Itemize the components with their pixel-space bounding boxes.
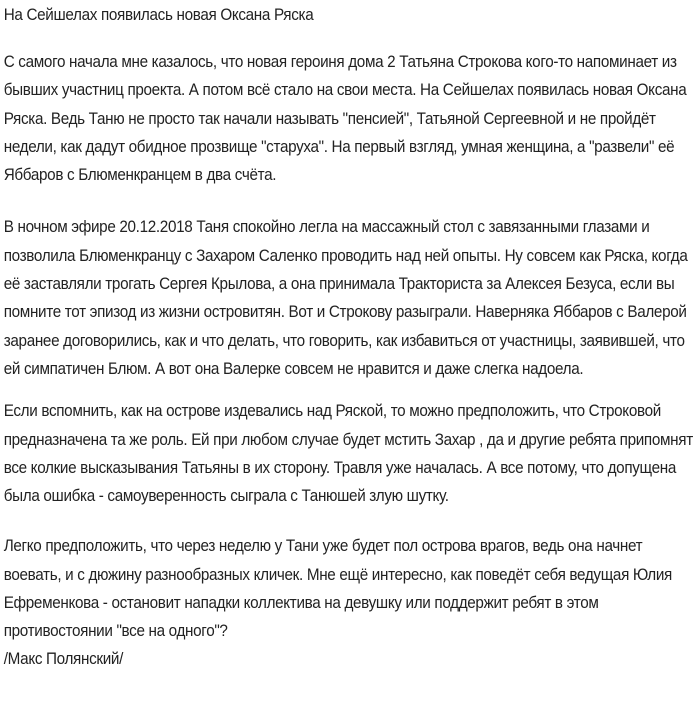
author-signature: /Макс Полянский/ (3, 649, 124, 668)
paragraph-2: В ночном эфире 20.12.2018 Таня спокойно легла на массажный стол с завязанными глазами и позволила Блюменкранцу с Захаром Саленко проводить над ней опыты. Ну совсем как Ряска, когда её заставляли трогать Сергея Крылова, а она принимала Тракториста за Алексея Безуса, если вы помните тот эпизод из жизни островитян. Вот и Строкову разыграли. Наверняка Яббаров с Валерой заранее договорились, как и что делать, что говорить, как избавиться от участницы, заявившей, что ей симпатичен Блюм. А вот она Валерке совсем не нравится и даже слегка надоела. (3, 218, 688, 378)
article-title: На Сейшелах появилась новая Оксана Ряска (3, 6, 314, 24)
paragraph-1: С самого начала мне казалось, что новая героиня дома 2 Татьяна Строкова кого-то напоминает из бывших участниц проекта. А потом всё стало на свои места. На Сейшелах появилась новая Оксана Ряска. Ведь Таню не просто так начали называть "пенсией", Татьяной Сергеевной и не пройдёт недели, как дадут обидное прозвище "старуха". На первый взгляд, умная женщина, а "развели" её Яббаров с Блюменкранцем в два счёта. (3, 53, 687, 185)
paragraph-3: Если вспомнить, как на острове издевались над Ряской, то можно предположить, что Строковой предназначена та же роль. Ей при любом случае будет мстить Захар , да и другие ребята припомнят все колкие высказывания Татьяны в их сторону. Травля уже началась. А все потому, что допущена была ошибка - самоуверенность сыграла с Танюшей злую шутку. (3, 402, 693, 506)
paragraph-4: Легко предположить, что через неделю у Тани уже будет пол острова врагов, ведь она начнет воевать, и с дюжину разнообразных кличек. Мне ещё интересно, как поведёт себя ведущая Юлия Ефременкова - остановит нападки коллектива на девушку или поддержит ребят в этом противостоянии "все на одного"? (3, 537, 672, 641)
